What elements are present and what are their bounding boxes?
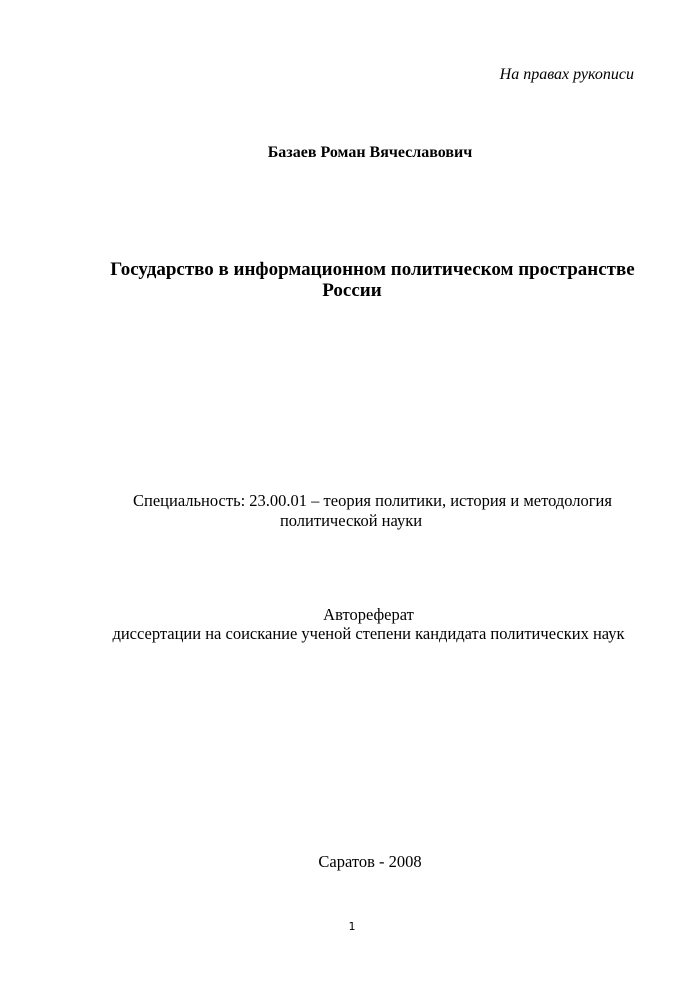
dissertation-title-line-1: Государство в информационном политическом пространстве <box>110 259 635 280</box>
specialty-line-1: Специальность: 23.00.01 – теория политики, история и методология <box>133 491 612 510</box>
dissertation-title-line-2: России <box>322 280 382 301</box>
rights-note: На правах рукописи <box>499 66 634 83</box>
author-name: Базаев Роман Вячеславович <box>267 144 473 161</box>
specialty-line-2: политической науки <box>279 511 423 530</box>
city-year: Саратов - 2008 <box>318 852 422 871</box>
page-number: 1 <box>348 920 356 933</box>
abstract-description: диссертации на соискание ученой степени кандидата политических наук <box>112 624 625 643</box>
abstract-label: Автореферат <box>323 605 414 624</box>
